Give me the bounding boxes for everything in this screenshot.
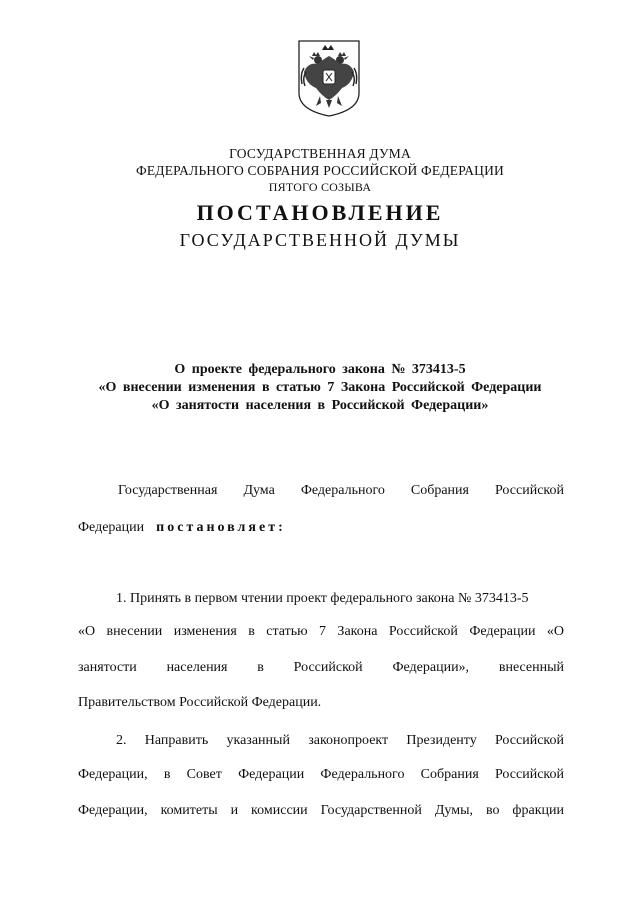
state-emblem (296, 38, 362, 118)
subject-line-2: «О внесении изменения в статью 7 Закона Российской Федерации (98, 380, 542, 395)
paragraph-1-line-2: «О внесении изменения в статью 7 Закона Российской Федерации «О (78, 624, 564, 639)
paragraph-2-line-1: 2. Направить указанный законопроект Президенту Российской (116, 733, 564, 748)
paragraph-1-line-1: 1. Принять в первом чтении проект федерального закона № 373413-5 (116, 591, 529, 606)
paragraph-1-line-4: Правительством Российской Федерации. (78, 695, 322, 710)
paragraph-1-line-3: занятости населения в Российской Федерации», внесенный (78, 660, 564, 675)
paragraph-2-line-3: Федерации, комитеты и комиссии Государственной Думы, во фракции (78, 803, 564, 818)
double-headed-eagle-icon (296, 38, 362, 118)
intro-line-2-start: Федерации (78, 520, 145, 535)
resolution-verb: постановляет: (156, 520, 286, 535)
subject-line-3: «О занятости населения в Российской Федерации» (151, 398, 489, 413)
document-type-subtitle: ГОСУДАРСТВЕННОЙ ДУМЫ (179, 230, 461, 250)
issuer-line-2: ФЕДЕРАЛЬНОГО СОБРАНИЯ РОССИЙСКОЙ ФЕДЕРАЦИИ (136, 163, 504, 178)
document-type-title: ПОСТАНОВЛЕНИЕ (196, 200, 444, 225)
paragraph-2-line-2: Федерации, в Совет Федерации Федерального Собрания Российской (78, 767, 564, 782)
intro-line-2 (78, 518, 564, 538)
convocation-line: ПЯТОГО СОЗЫВА (268, 180, 372, 194)
issuer-line-1: ГОСУДАРСТВЕННАЯ ДУМА (229, 146, 411, 161)
subject-line-1: О проекте федерального закона № 373413-5 (174, 362, 466, 377)
intro-line-1: Государственная Дума Федерального Собрания Российской (118, 483, 564, 498)
